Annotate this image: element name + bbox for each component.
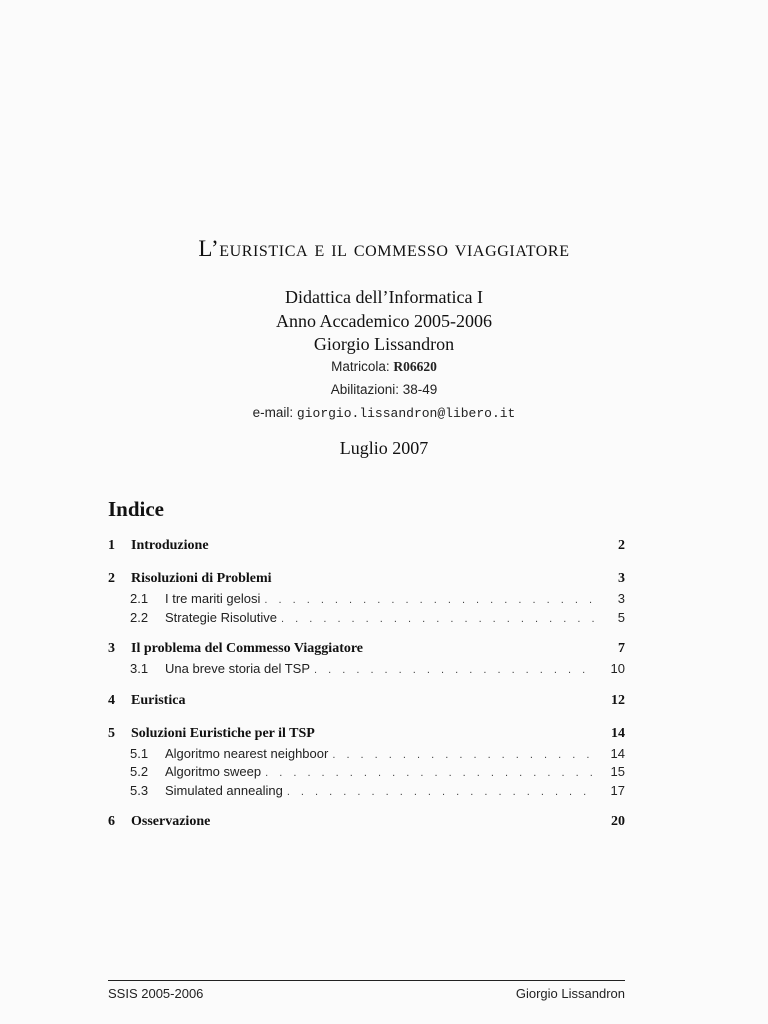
toc-subentry-page: 10 [610,661,625,676]
toc-entry[interactable] [108,571,625,591]
toc-entry-page: 3 [618,571,625,586]
toc-subentry-page: 17 [610,782,625,798]
document-title: L’euristica e il commesso viaggiatore [198,236,570,261]
toc-entry-number: 1 [108,538,115,553]
footer-right: Giorgio Lissandron [515,986,625,1001]
toc-subentry-title: Una breve storia del TSP [165,661,310,676]
toc-entry-title: Introduzione [131,538,209,553]
email-line [0,405,768,421]
toc-entry-number: 5 [108,725,115,741]
toc-subentry-number: 5.1 [130,745,149,761]
abilitazioni-line: Abilitazioni: 38-49 [330,382,438,397]
toc-section [108,814,625,834]
matricola-line [0,359,768,375]
toc-entry-title: Euristica [131,692,186,708]
matricola-label: Matricola: [331,359,390,374]
toc-subentry-page: 5 [617,609,625,625]
author-name: Giorgio Lissandron [313,334,455,354]
toc-subentry[interactable] [108,661,625,680]
toc-subentry[interactable] [108,764,625,783]
toc-subentry[interactable] [108,746,625,765]
toc-entry[interactable] [108,693,625,713]
toc-entry-number: 6 [108,814,115,829]
toc-subentry-number: 3.1 [130,661,149,676]
document-date: Luglio 2007 [339,438,429,458]
footer-left: SSIS 2005-2006 [108,986,204,1001]
leader-dots [281,613,595,625]
toc-section [108,693,625,713]
toc-subentry-number: 5.3 [130,782,149,798]
toc-subentry-title: Simulated annealing [165,782,283,798]
toc-entry-page: 14 [611,725,625,741]
toc-subentry-page: 3 [617,591,625,606]
toc-entry-title: Il problema del Commesso Viaggiatore [131,641,364,656]
toc-entry[interactable] [108,538,625,558]
toc-subentry[interactable] [108,783,625,802]
toc-entry[interactable] [108,726,625,746]
toc-entry-title: Risoluzioni di Problemi [131,571,272,586]
toc-subentry-number: 5.2 [130,764,149,779]
toc-section [108,726,625,802]
leader-dots [332,749,595,761]
toc-subentry-page: 15 [610,764,625,779]
page-footer [108,986,625,1001]
toc-subentry-page: 14 [610,745,625,761]
toc-subentry-title: I tre mariti gelosi [165,591,261,606]
leader-dots [314,664,595,676]
toc-entry-title: Soluzioni Euristiche per il TSP [131,725,315,741]
toc-subentry-title: Strategie Risolutive [165,609,277,625]
course-name: Didattica dell’Informatica I [285,287,483,307]
leader-dots [264,594,595,606]
toc-entry-number: 4 [108,692,115,708]
toc-subentry[interactable] [108,610,625,629]
toc-subentry-number: 2.2 [130,609,149,625]
email-label: e-mail: [252,405,294,420]
toc-entry-page: 2 [618,538,625,553]
email-link[interactable]: giorgio.lissandron@libero.it [296,406,516,421]
toc-entry-page: 7 [618,641,625,656]
footer-divider [108,980,625,981]
toc-subentry-title: Algoritmo sweep [165,764,262,779]
toc-section [108,641,625,680]
toc-subentry-number: 2.1 [130,591,149,606]
toc-section [108,571,625,628]
toc-entry[interactable] [108,641,625,661]
toc-entry-page: 12 [611,692,625,708]
toc-entry-number: 3 [108,641,115,656]
toc-entry[interactable] [108,814,625,834]
toc-entry-number: 2 [108,571,115,586]
toc-entry-page: 20 [611,814,625,829]
toc-entry-title: Osservazione [131,814,211,829]
toc-section [108,538,625,558]
leader-dots [265,767,595,779]
academic-year: Anno Accademico 2005-2006 [276,311,492,331]
table-of-contents [108,538,625,847]
toc-heading: Indice [108,497,165,521]
leader-dots [287,786,595,798]
toc-subentry[interactable] [108,591,625,610]
matricola-value: R06620 [393,359,437,374]
toc-subentry-title: Algoritmo nearest neighboor [165,745,329,761]
